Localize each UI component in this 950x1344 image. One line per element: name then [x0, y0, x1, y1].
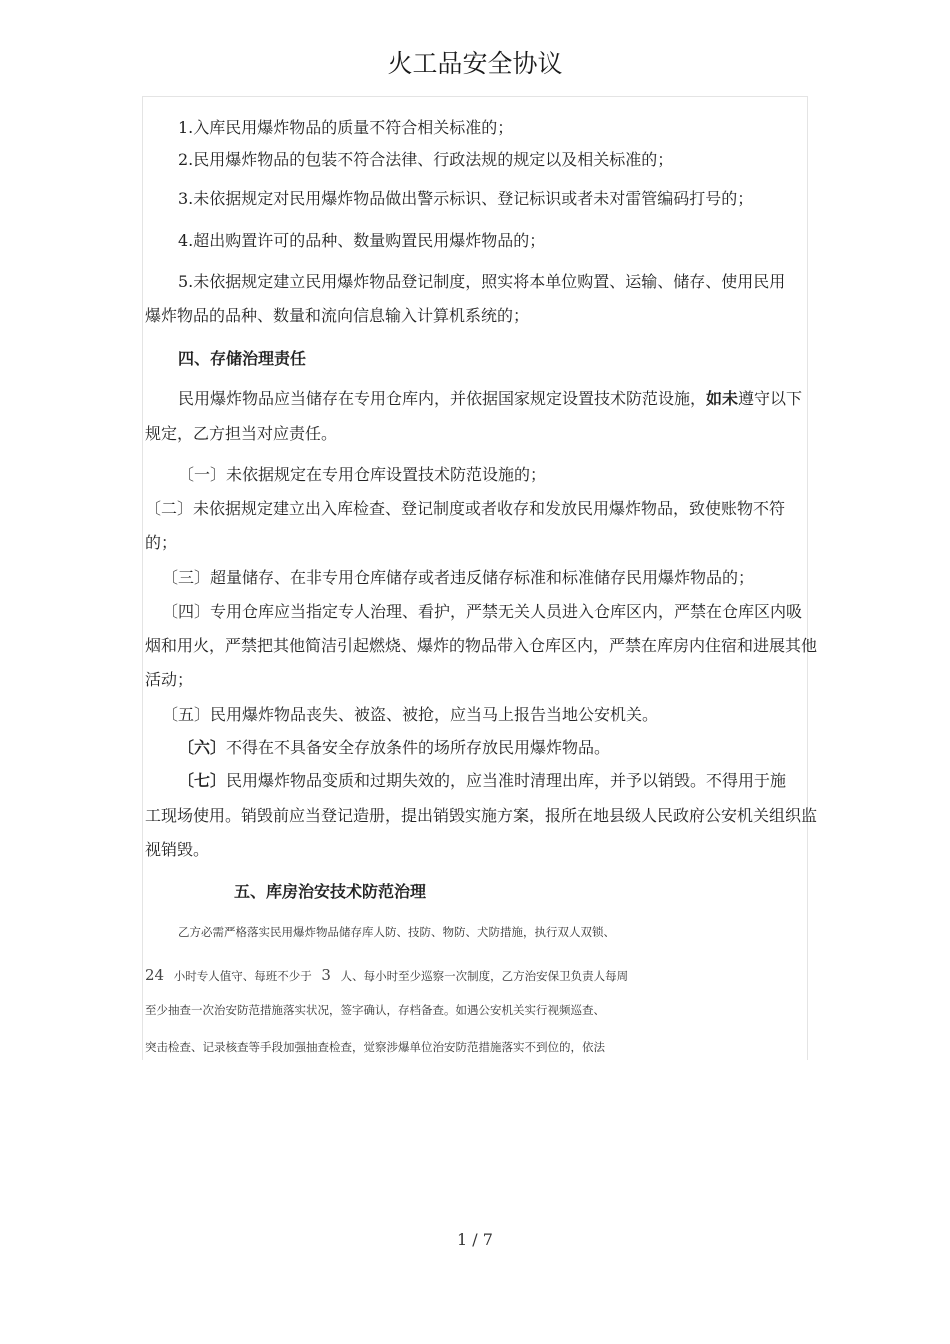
document-title: 火工品安全协议 — [387, 49, 563, 78]
clause-6 — [178, 735, 610, 758]
clause-4-line-2: 烟和用火，严禁把其他简洁引起燃烧、爆炸的物品带入仓库区内，严禁在库房内住宿和进展其他 — [145, 636, 818, 655]
section-5-line-2 — [145, 966, 628, 984]
clause-1: 〔一〕未依据规定在专用仓库设置技术防范设施的； — [178, 465, 547, 484]
intro-text-1: 民用爆炸物品应当储存在专用仓库内，并依据国家规定设置技术防范设施， — [178, 389, 707, 408]
clause-2-line-2: 的； — [145, 533, 178, 552]
item-3: 3.未依据规定对民用爆炸物品做出警示标识、登记标识或者未对雷管编码打号的； — [178, 189, 754, 208]
clause-7-line-3: 视销毁。 — [145, 840, 210, 859]
item-1: 1.入库民用爆炸物品的质量不符合相关标准的； — [178, 118, 514, 137]
clause-7-line-2: 工现场使用。销毁前应当登记造册，提出销毁实施方案，报所在地县级人民政府公安机关组织监 — [145, 806, 818, 825]
hours-number: 24 — [145, 966, 165, 984]
section-5-line-4: 突击检查、记录核查等手段加强抽查检查，觉察涉爆单位治安防范措施落实不到位的，依法 — [145, 1040, 605, 1054]
clause-6-text: 不得在不具备安全存放条件的场所存放民用爆炸物品。 — [226, 738, 611, 757]
clause-5: 〔五〕民用爆炸物品丧失、被盗、被抢，应当马上报告当地公安机关。 — [162, 705, 659, 724]
item-5-line-2: 爆炸物品的品种、数量和流向信息输入计算机系统的； — [145, 306, 530, 325]
clause-7-line-1 — [178, 768, 786, 791]
clause-7-text: 民用爆炸物品变质和过期失效的，应当准时清理出库，并予以销毁。不得用于施 — [226, 771, 787, 790]
section-4-intro-line-2: 规定，乙方担当对应责任。 — [145, 424, 338, 443]
section-5-heading: 五、库房治安技术防范治理 — [234, 882, 427, 901]
intro-bold: 如未 — [706, 389, 739, 408]
clause-2-line-1: 〔二〕未依据规定建立出入库检查、登记制度或者收存和发放民用爆炸物品，致使账物不符 — [145, 499, 786, 518]
clause-4-line-3: 活动； — [145, 670, 194, 689]
clause-3: 〔三〕超量储存、在非专用仓库储存或者违反储存标准和标准储存民用爆炸物品的； — [162, 568, 755, 587]
page-number: 1 / 7 — [457, 1230, 493, 1249]
line-2-text-2: 人、每小时至少巡察一次制度，乙方治安保卫负责人每周 — [340, 969, 629, 983]
item-5-line-1: 5.未依据规定建立民用爆炸物品登记制度，照实将本单位购置、运输、储存、使用民用 — [178, 272, 786, 291]
section-5-line-3: 至少抽查一次治安防范措施落实状况，签字确认，存档备查。如遇公安机关实行视频巡查、 — [145, 1003, 605, 1017]
item-4: 4.超出购置许可的品种、数量购置民用爆炸物品的； — [178, 231, 546, 250]
clause-7-label: 〔七〕 — [178, 771, 227, 790]
section-5-line-1: 乙方必需严格落实民用爆炸物品储存库人防、技防、物防、犬防措施，执行双人双锁、 — [178, 925, 615, 939]
line-2-text-1: 小时专人值守、每班不少于 — [173, 969, 312, 983]
item-2: 2.民用爆炸物品的包装不符合法律、行政法规的规定以及相关标准的； — [178, 150, 674, 169]
section-4-intro-line-1 — [178, 386, 802, 409]
intro-text-2: 遵守以下 — [738, 389, 803, 408]
staff-number: 3 — [321, 966, 331, 984]
clause-4-line-1: 〔四〕专用仓库应当指定专人治理、看护，严禁无关人员进入仓库区内，严禁在仓库区内吸 — [162, 602, 803, 621]
clause-6-label: 〔六〕 — [178, 738, 227, 757]
section-4-heading: 四、存储治理责任 — [178, 349, 307, 368]
